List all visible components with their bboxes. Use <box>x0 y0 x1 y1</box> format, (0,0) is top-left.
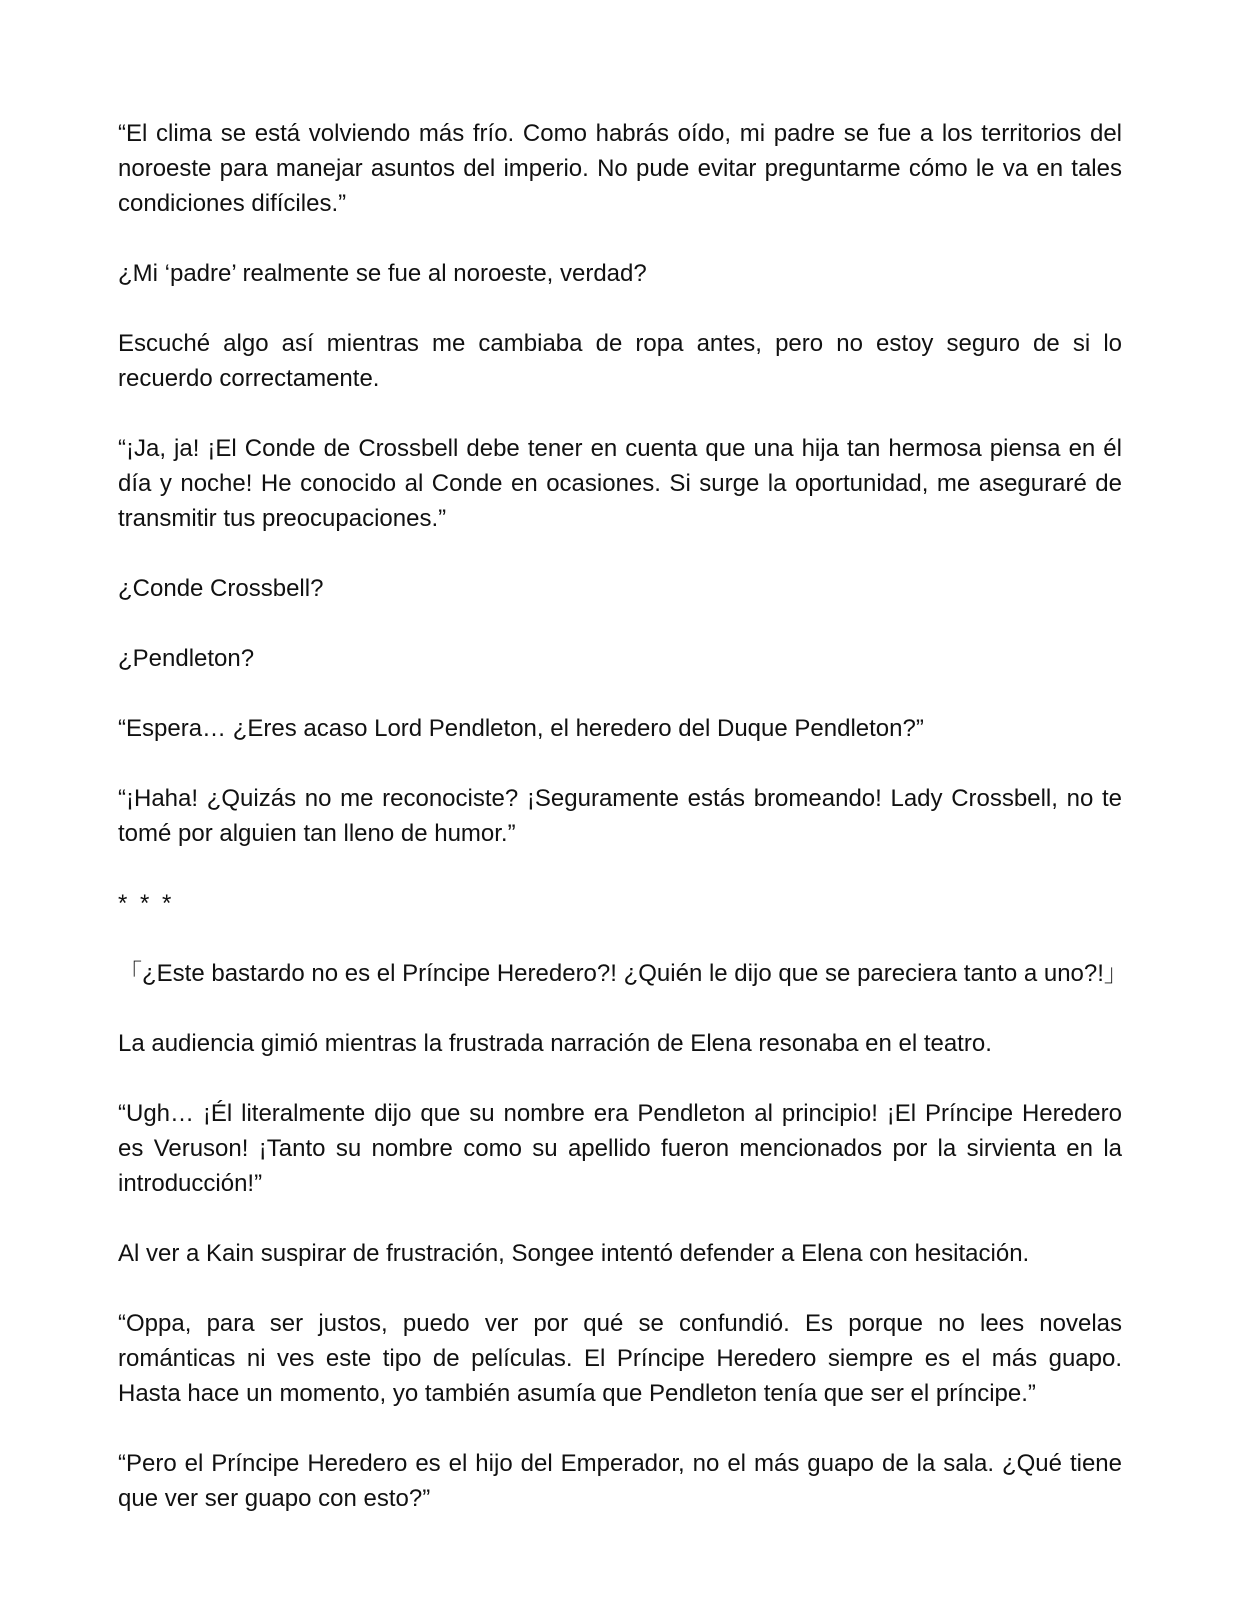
paragraph-13: “Oppa, para ser justos, puedo ver por qué se confundió. Es porque no lees novelas románticas ni ves este tipo de películas. El Príncipe Heredero siempre es el más guapo. Hasta hace un momento, yo también asumía que Pendleton tenía que ser el príncipe.” <box>118 1310 1122 1407</box>
paragraph-6: ¿Pendleton? <box>118 645 255 672</box>
paragraph-8: “¡Haha! ¿Quizás no me reconociste? ¡Seguramente estás bromeando! Lady Crossbell, no te tomé por alguien tan lleno de humor.” <box>118 785 1122 847</box>
paragraph-1: “El clima se está volviendo más frío. Como habrás oído, mi padre se fue a los territorios del noroeste para manejar asuntos del imperio. No pude evitar preguntarme cómo le va en tales condiciones difíciles.” <box>118 120 1122 217</box>
scene-separator: * * * <box>118 890 175 917</box>
paragraph-2: ¿Mi ‘padre’ realmente se fue al noroeste, verdad? <box>118 260 647 287</box>
paragraph-9: 「¿Este bastardo no es el Príncipe Heredero?! ¿Quién le dijo que se pareciera tanto a uno?!」 <box>118 960 1128 987</box>
paragraph-11: “Ugh… ¡Él literalmente dijo que su nombre era Pendleton al principio! ¡El Príncipe Heredero es Veruson! ¡Tanto su nombre como su apellido fueron mencionados por la sirvienta en la introducción!” <box>118 1100 1122 1197</box>
paragraph-14: “Pero el Príncipe Heredero es el hijo del Emperador, no el más guapo de la sala. ¿Qué tiene que ver ser guapo con esto?” <box>118 1450 1122 1512</box>
paragraph-5: ¿Conde Crossbell? <box>118 575 324 602</box>
document-page <box>118 116 1128 1551</box>
paragraph-3: Escuché algo así mientras me cambiaba de ropa antes, pero no estoy seguro de si lo recuerdo correctamente. <box>118 330 1122 392</box>
paragraph-12: Al ver a Kain suspirar de frustración, Songee intentó defender a Elena con hesitación. <box>118 1240 1030 1267</box>
paragraph-7: “Espera… ¿Eres acaso Lord Pendleton, el heredero del Duque Pendleton?” <box>118 715 924 742</box>
paragraph-10: La audiencia gimió mientras la frustrada narración de Elena resonaba en el teatro. <box>118 1030 992 1057</box>
paragraph-4: “¡Ja, ja! ¡El Conde de Crossbell debe tener en cuenta que una hija tan hermosa piensa en él día y noche! He conocido al Conde en ocasiones. Si surge la oportunidad, me aseguraré de transmitir tus preocupaciones.” <box>118 435 1122 532</box>
